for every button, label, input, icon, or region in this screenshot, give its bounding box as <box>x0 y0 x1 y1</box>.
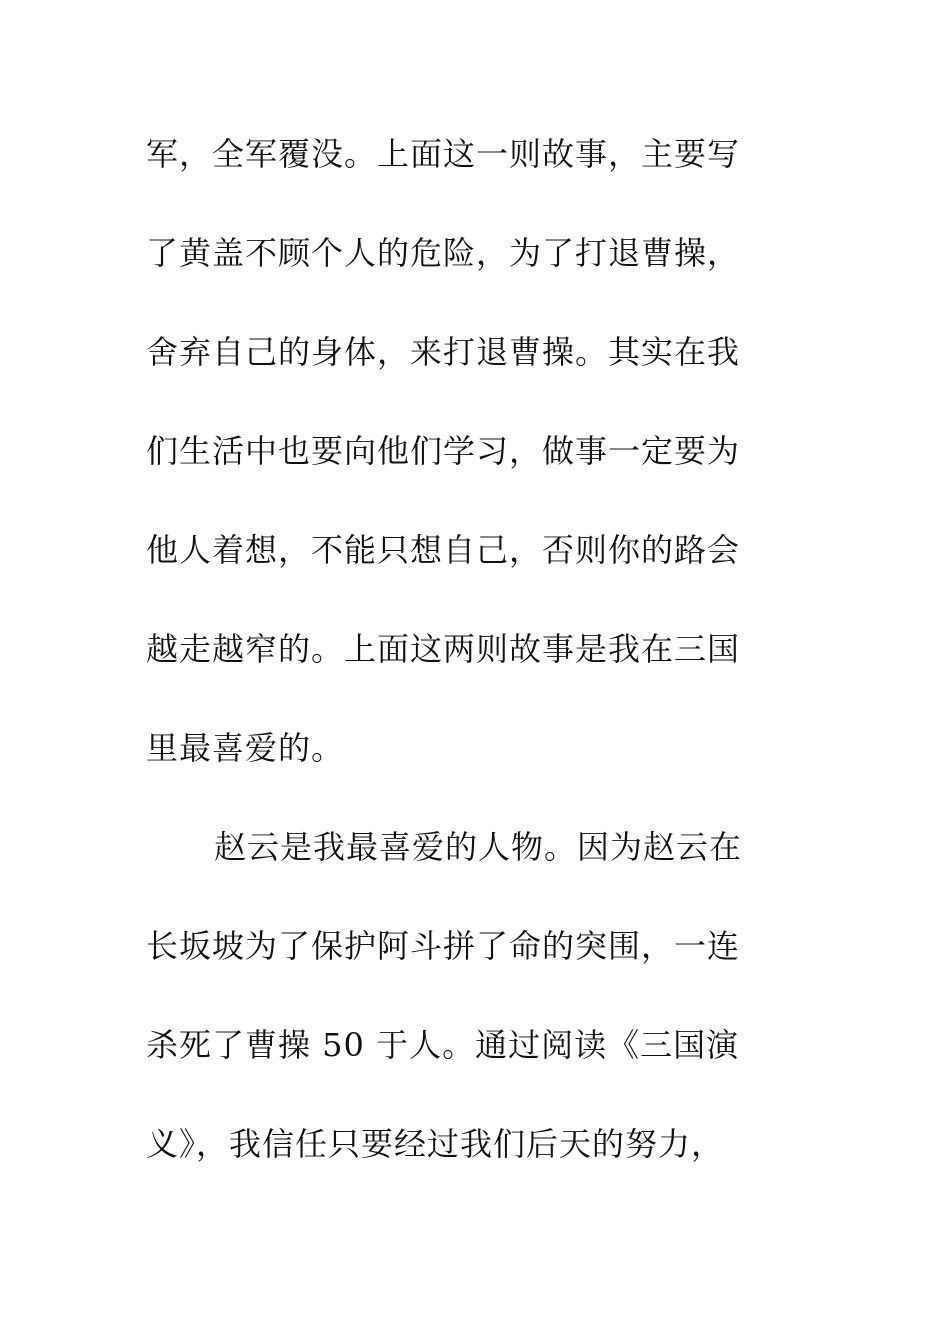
text-line: 里最喜爱的。 <box>146 729 345 767</box>
paragraph-2 <box>146 823 786 1219</box>
text-line: 军，全军覆没。上面这一则故事，主要写 <box>146 135 741 173</box>
document-body <box>146 130 786 1219</box>
text-line: 杀死了曹操 50 于人。通过阅读《三国演 <box>146 1026 740 1064</box>
text-line: 越走越窄的。上面这两则故事是我在三国 <box>146 630 741 668</box>
text-line: 们生活中也要向他们学习，做事一定要为 <box>146 432 741 470</box>
text-line: 舍弃自己的身体，来打退曹操。其实在我 <box>146 333 741 371</box>
text-line: 他人着想，不能只想自己，否则你的路会 <box>146 531 741 569</box>
text-line: 义》，我信任只要经过我们后天的努力， <box>146 1125 725 1163</box>
text-line: 赵云是我最喜爱的人物。因为赵云在 <box>214 828 743 866</box>
paragraph-1 <box>146 130 786 823</box>
text-line: 长坂坡为了保护阿斗拼了命的突围，一连 <box>146 927 741 965</box>
text-line: 了黄盖不顾个人的危险，为了打退曹操， <box>146 234 741 272</box>
